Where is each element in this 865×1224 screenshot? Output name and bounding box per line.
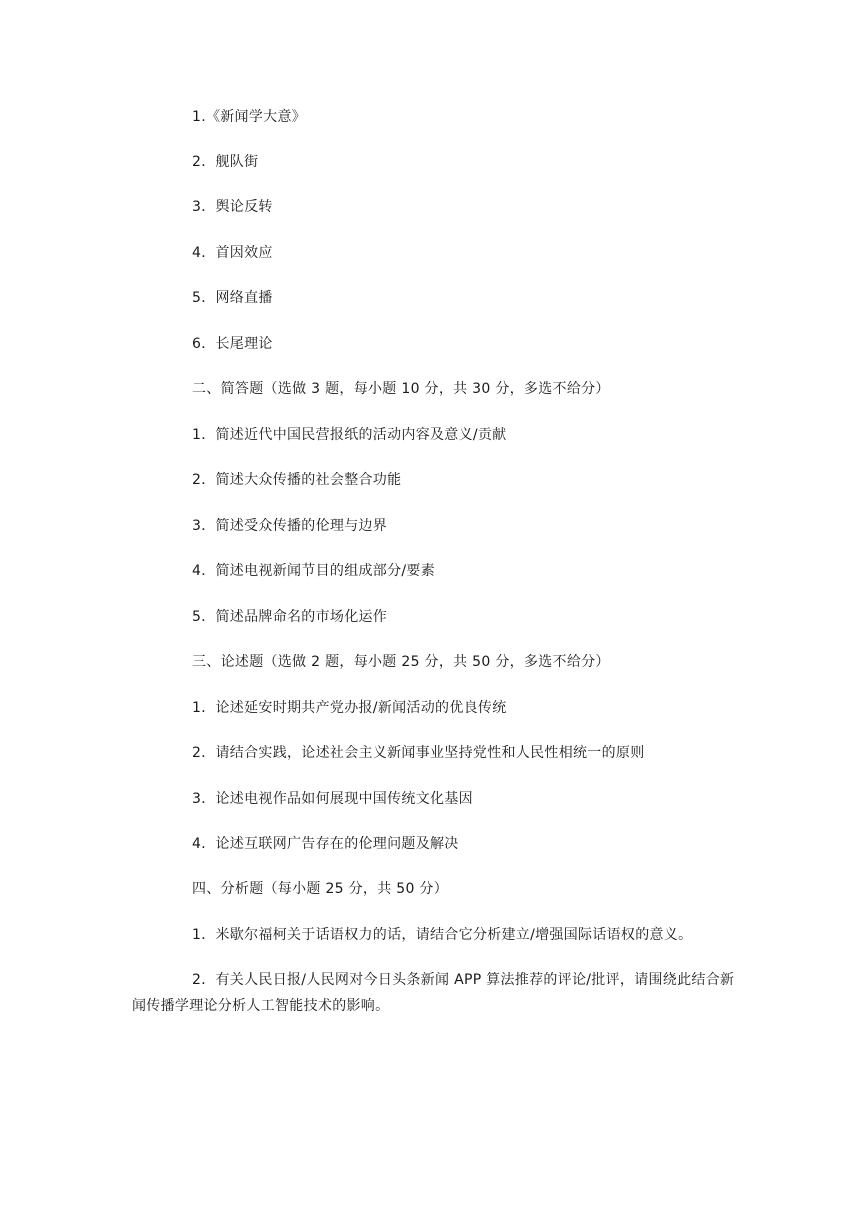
section-heading-analysis: 四、分析题（每小题 25 分，共 50 分） xyxy=(192,881,449,897)
short-answer-item-2: 2．简述大众传播的社会整合功能 xyxy=(192,472,402,488)
short-answer-item-4: 4．简述电视新闻节目的组成部分/要素 xyxy=(192,563,436,579)
analysis-item-1: 1．米歇尔福柯关于话语权力的话，请结合它分析建立/增强国际话语权的意义。 xyxy=(192,927,693,943)
short-answer-item-3: 3．简述受众传播的伦理与边界 xyxy=(192,518,388,534)
essay-item-3: 3．论述电视作品如何展现中国传统文化基因 xyxy=(192,791,473,807)
term-item-6: 6．长尾理论 xyxy=(192,336,273,352)
essay-item-4: 4．论述互联网广告存在的伦理问题及解决 xyxy=(192,836,459,852)
analysis-item-2: 2．有关人民日报/人民网对今日头条新闻 APP 算法推荐的评论/批评，请围绕此结合新闻传播学理论分析人工智能技术的影响。 xyxy=(132,972,735,1014)
short-answer-item-5: 5．简述品牌命名的市场化运作 xyxy=(192,609,388,625)
section-heading-short-answer: 二、简答题（选做 3 题，每小题 10 分，共 30 分，多选不给分） xyxy=(192,381,610,397)
term-item-4: 4．首因效应 xyxy=(192,245,273,261)
term-item-2: 2．舰队街 xyxy=(192,154,259,170)
essay-item-1: 1．论述延安时期共产党办报/新闻活动的优良传统 xyxy=(192,700,507,716)
term-item-3: 3．舆论反转 xyxy=(192,199,273,215)
term-item-5: 5．网络直播 xyxy=(192,290,273,306)
short-answer-item-1: 1．简述近代中国民营报纸的活动内容及意义/贡献 xyxy=(192,427,507,443)
term-item-1: 1.《新闻学大意》 xyxy=(192,109,307,125)
essay-item-2: 2．请结合实践，论述社会主义新闻事业坚持党性和人民性相统一的原则 xyxy=(192,745,645,761)
section-heading-essay: 三、论述题（选做 2 题，每小题 25 分，共 50 分，多选不给分） xyxy=(192,654,610,670)
